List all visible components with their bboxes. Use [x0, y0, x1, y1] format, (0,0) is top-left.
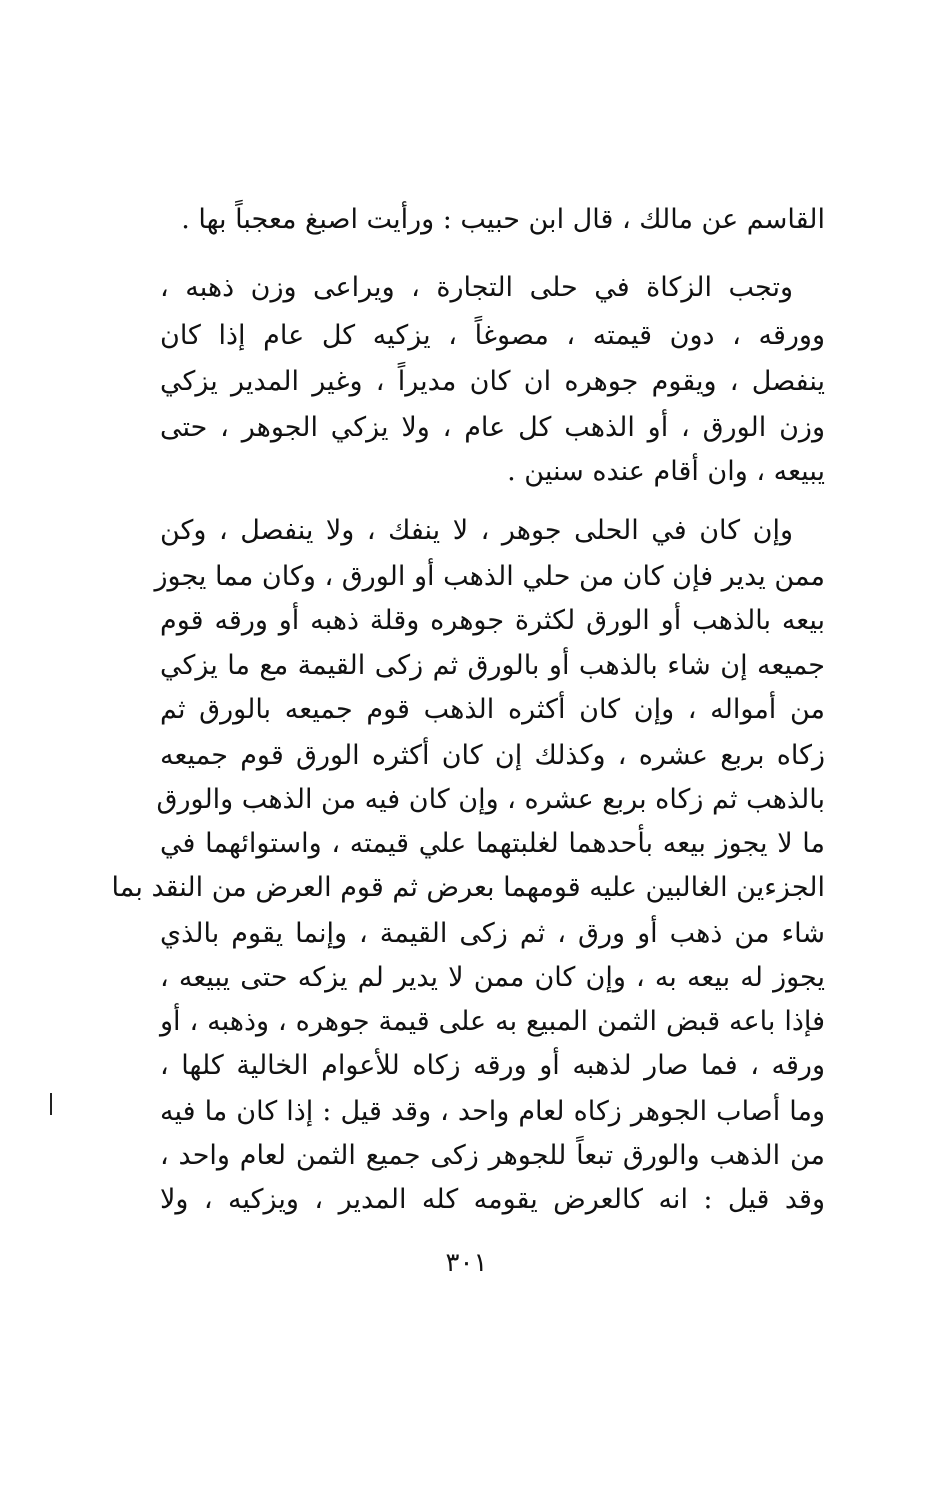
text-line: وزن الورق ، أو الذهب كل عام ، ولا يزكي الجوهر ، حتى — [160, 412, 825, 443]
text-line: وورقه ، دون قيمته ، مصوغاً ، يزكيه كل عام إذا كان — [160, 320, 825, 351]
margin-mark — [50, 1093, 52, 1115]
text-line: يبيعه ، وان أقام عنده سنين . — [507, 456, 825, 487]
text-line: ممن يدير فإن كان من حلي الذهب أو الورق ، وكان مما يجوز — [154, 561, 825, 592]
text-line: جميعه إن شاء بالذهب أو بالورق ثم زكى القيمة مع ما يزكي — [160, 650, 825, 681]
text-line: وقد قيل : انه كالعرض يقومه كله المدير ، ويزكيه ، ولا — [160, 1184, 825, 1215]
text-line: بالذهب ثم زكاه بربع عشره ، وإن كان فيه من الذهب والورق — [156, 784, 825, 815]
text-line: وما أصاب الجوهر زكاه لعام واحد ، وقد قيل : إذا كان ما فيه — [160, 1096, 825, 1127]
text-line: ما لا يجوز بيعه بأحدهما لغلبتهما علي قيمته ، واستوائهما في — [160, 828, 825, 859]
text-line: وإن كان في الحلى جوهر ، لا ينفك ، ولا ينفصل ، وكن — [160, 515, 793, 546]
text-line: يجوز له بيعه به ، وإن كان ممن لا يدير لم يزكه حتى يبيعه ، — [160, 962, 825, 993]
text-line: بيعه بالذهب أو الورق لكثرة جوهره وقلة ذهبه أو ورقه قوم — [160, 605, 825, 636]
text-line: ورقه ، فما صار لذهبه أو ورقه زكاه للأعوام الخالية كلها ، — [160, 1050, 825, 1081]
text-line: زكاه بربع عشره ، وكذلك إن كان أكثره الورق قوم جميعه — [160, 740, 825, 771]
text-line: وتجب الزكاة في حلى التجارة ، ويراعى وزن ذهبه ، — [160, 272, 793, 303]
text-line: القاسم عن مالك ، قال ابن حبيب : ورأيت اصبغ معجباً بها . — [181, 204, 825, 235]
text-line: من الذهب والورق تبعاً للجوهر زكى جميع الثمن لعام واحد ، — [160, 1140, 825, 1171]
text-line: ينفصل ، ويقوم جوهره ان كان مديراً ، وغير المدير يزكي — [160, 366, 825, 397]
text-line: شاء من ذهب أو ورق ، ثم زكى القيمة ، وإنما يقوم بالذي — [160, 918, 825, 949]
text-line: فإذا باعه قبض الثمن المبيع به على قيمة جوهره ، وذهبه ، أو — [160, 1006, 825, 1037]
text-line: الجزءين الغالبين عليه قومهما بعرض ثم قوم العرض من النقد بما — [111, 872, 825, 903]
text-line: من أمواله ، وإن كان أكثره الذهب قوم جميعه بالورق ثم — [160, 694, 825, 725]
page-number: ٣٠١ — [445, 1248, 488, 1278]
